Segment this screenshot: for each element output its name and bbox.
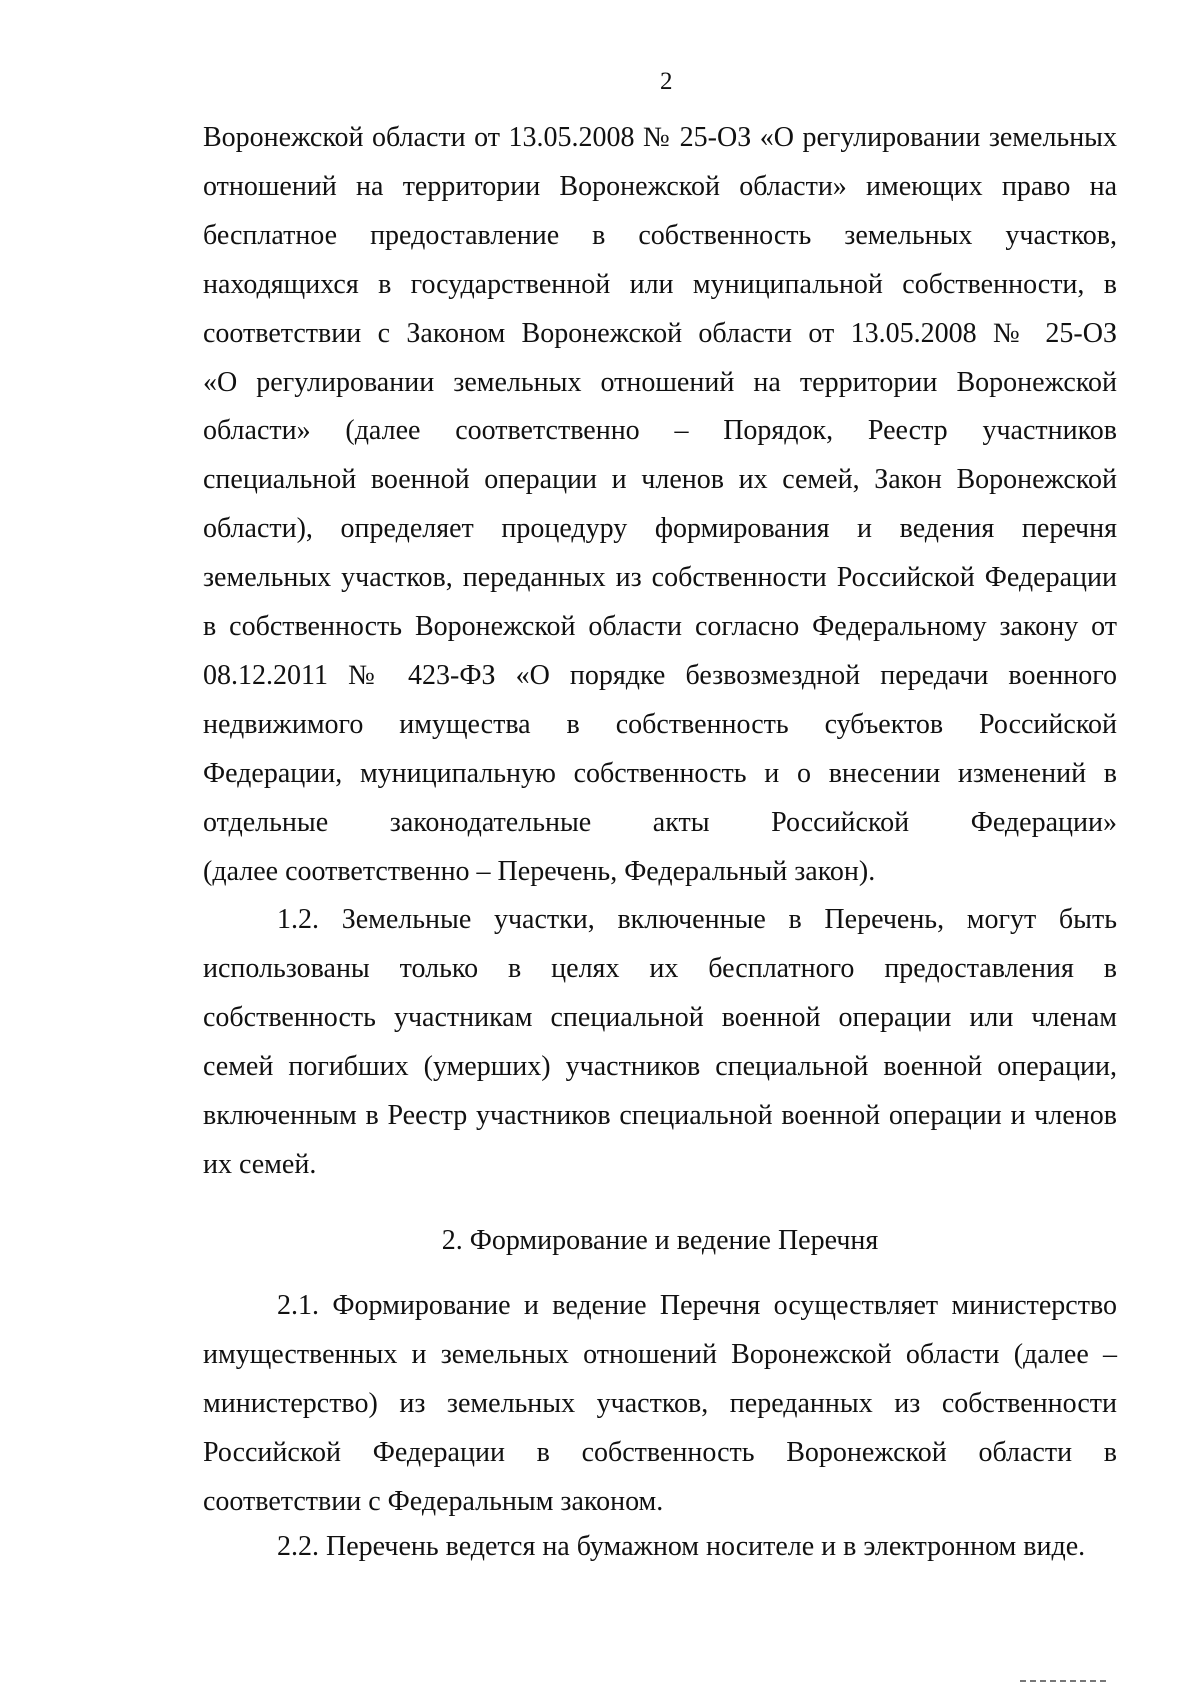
paragraph-3-line: Российской Федерации в собственность Воронежской области в — [203, 1436, 1117, 1468]
paragraph-2-line: использованы только в целях их бесплатного предоставления в — [203, 952, 1117, 984]
paragraph-2-2 — [203, 1523, 1117, 1572]
paragraph-1-line: специальной военной операции и членов их семей, Закон Воронежской — [203, 464, 1117, 496]
page-number-text: 2 — [660, 68, 673, 95]
paragraph-3-line: соответствии с Федеральным законом. — [203, 1485, 664, 1517]
paragraph-2-1 — [203, 1282, 1117, 1527]
paragraph-1-line: находящихся в государственной или муниципальной собственности, в — [203, 268, 1117, 300]
paragraph-1-line: земельных участков, переданных из собственности Российской Федерации — [203, 562, 1117, 594]
paragraph-1-line: отдельные законодательные акты Российской Федерации» — [203, 806, 1117, 838]
paragraph-1-line: отношений на территории Воронежской области» имеющих право на — [203, 170, 1117, 202]
paragraph-2-line: семей погибших (умерших) участников специальной военной операции, — [203, 1050, 1117, 1082]
page-number — [60, 68, 1200, 96]
paragraph-1-line: (далее соответственно – Перечень, Федеральный закон). — [203, 855, 876, 887]
paragraph-1-line: 08.12.2011 № 423-ФЗ «О порядке безвозмездной передачи военного — [203, 659, 1117, 691]
paragraph-3-line: министерство) из земельных участков, переданных из собственности — [203, 1387, 1117, 1419]
paragraph-2-line: их семей. — [203, 1148, 317, 1180]
paragraph-1-line: области» (далее соответственно – Порядок, Реестр участников — [203, 415, 1117, 447]
paragraph-1-line: в собственность Воронежской области согласно Федеральному закону от — [203, 611, 1117, 643]
paragraph-1-line: Федерации, муниципальную собственность и о внесении изменений в — [203, 757, 1117, 789]
paragraph-1-line: области), определяет процедуру формирования и ведения перечня — [203, 513, 1117, 545]
paragraph-2-line: собственность участникам специальной военной операции или членам — [203, 1001, 1117, 1033]
paragraph-3-line: имущественных и земельных отношений Воронежской области (далее – — [203, 1338, 1117, 1370]
scan-artifact-mark — [1020, 1680, 1110, 1682]
paragraph-1-line: «О регулировании земельных отношений на территории Воронежской — [203, 366, 1117, 398]
paragraph-3-line: 2.1. Формирование и ведение Перечня осуществляет министерство — [277, 1290, 1117, 1321]
paragraph-1-2 — [203, 896, 1117, 1189]
paragraph-2-line: 1.2. Земельные участки, включенные в Перечень, могут быть — [277, 904, 1117, 935]
paragraph-1-line: Воронежской области от 13.05.2008 № 25-ОЗ «О регулировании земельных — [203, 122, 1117, 153]
section-heading: 2. Формирование и ведение Перечня — [441, 1225, 879, 1256]
paragraph-4-line: 2.2. Перечень ведется на бумажном носителе и в электронном виде. — [277, 1531, 1086, 1562]
paragraph-1-line: бесплатное предоставление в собственность земельных участков, — [203, 219, 1117, 251]
paragraph-1-line: недвижимого имущества в собственность субъектов Российской — [203, 708, 1117, 740]
paragraph-2-line: включенным в Реестр участников специальной военной операции и членов — [203, 1099, 1117, 1131]
paragraph-1 — [203, 114, 1117, 897]
paragraph-1-line: соответствии с Законом Воронежской области от 13.05.2008 № 25-ОЗ — [203, 317, 1117, 349]
